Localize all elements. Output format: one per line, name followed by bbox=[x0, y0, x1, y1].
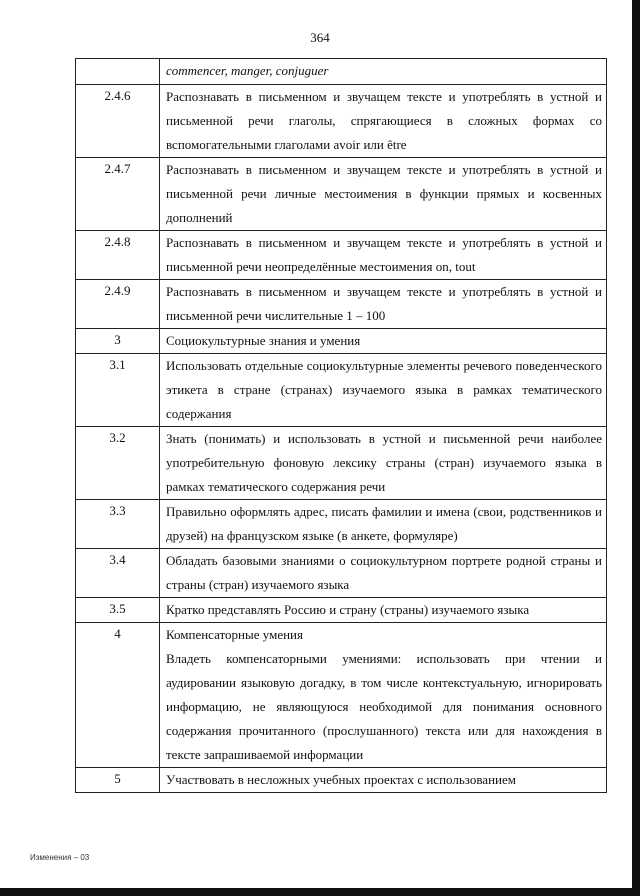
row-text: Кратко представлять Россию и страну (страны) изучаемого языка bbox=[160, 598, 607, 623]
row-number: 4 bbox=[76, 623, 160, 768]
table-row bbox=[76, 59, 607, 85]
row-text: Распознавать в письменном и звучащем тексте и употреблять в устной и письменной речи числительные 1 – 100 bbox=[160, 280, 607, 329]
row-text: Использовать отдельные социокультурные элементы речевого поведенческого этикета в стране (странах) изучаемого языка в рамках тематического содержания bbox=[160, 354, 607, 427]
row-text: Участвовать в несложных учебных проектах с использованием bbox=[160, 768, 607, 793]
table-row bbox=[76, 329, 607, 354]
row-number: 2.4.7 bbox=[76, 158, 160, 231]
page-number: 364 bbox=[310, 30, 330, 45]
row-number: 3.4 bbox=[76, 549, 160, 598]
row-text bbox=[160, 623, 607, 768]
row-number: 3.3 bbox=[76, 500, 160, 549]
row-number: 2.4.6 bbox=[76, 85, 160, 158]
row-number: 3.1 bbox=[76, 354, 160, 427]
row-number: 3 bbox=[76, 329, 160, 354]
table-row bbox=[76, 427, 607, 500]
table-row bbox=[76, 598, 607, 623]
table-row bbox=[76, 280, 607, 329]
scan-edge-right bbox=[632, 0, 640, 896]
row-number: 5 bbox=[76, 768, 160, 793]
content-table bbox=[75, 58, 607, 793]
row-text: Знать (понимать) и использовать в устной и письменной речи наиболее употребительную фоновую лексику страны (стран) изучаемого языка в рамках тематического содержания речи bbox=[160, 427, 607, 500]
footer-note: Изменения – 03 bbox=[30, 853, 90, 862]
table-row bbox=[76, 158, 607, 231]
scan-edge-bottom bbox=[0, 888, 640, 896]
table-row bbox=[76, 500, 607, 549]
row-number bbox=[76, 59, 160, 85]
table-row bbox=[76, 85, 607, 158]
table-row bbox=[76, 231, 607, 280]
row-text: Правильно оформлять адрес, писать фамилии и имена (свои, родственников и друзей) на французском языке (в анкете, формуляре) bbox=[160, 500, 607, 549]
row-text: commencer, manger, conjuguer bbox=[160, 59, 607, 85]
table-row bbox=[76, 623, 607, 768]
row-text: Распознавать в письменном и звучащем тексте и употреблять в устной и письменной речи глаголы, спрягающиеся в сложных формах со вспомогательными глаголами avoir или être bbox=[160, 85, 607, 158]
table-row bbox=[76, 768, 607, 793]
row-heading: Компенсаторные умения bbox=[166, 627, 303, 642]
row-description: Владеть компенсаторными умениями: использовать при чтении и аудировании языковую догадку, в том числе контекстуальную, игнорировать информацию, не являющуюся необходимой для понимания основного содержания прочитанного (прослушанного) текста или для нахождения в тексте запрашиваемой информации bbox=[166, 651, 602, 762]
row-text: Распознавать в письменном и звучащем тексте и употреблять в устной и письменной речи личные местоимения в функции прямых и косвенных дополнений bbox=[160, 158, 607, 231]
row-number: 3.5 bbox=[76, 598, 160, 623]
row-number: 2.4.9 bbox=[76, 280, 160, 329]
table-row bbox=[76, 549, 607, 598]
row-text: Социокультурные знания и умения bbox=[160, 329, 607, 354]
row-text: Обладать базовыми знаниями о социокультурном портрете родной страны и страны (стран) изучаемого языка bbox=[160, 549, 607, 598]
row-number: 3.2 bbox=[76, 427, 160, 500]
row-number: 2.4.8 bbox=[76, 231, 160, 280]
row-text: Распознавать в письменном и звучащем тексте и употреблять в устной и письменной речи неопределённые местоимения on, tout bbox=[160, 231, 607, 280]
table-row bbox=[76, 354, 607, 427]
